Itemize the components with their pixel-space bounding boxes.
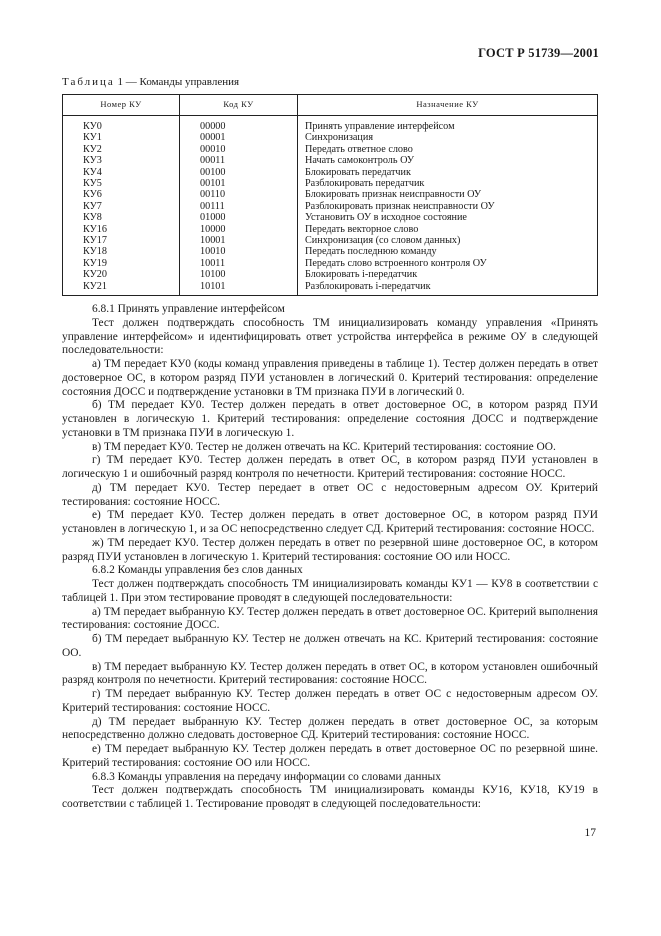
table-row <box>63 246 598 257</box>
command-code: 10101 <box>180 281 298 296</box>
command-code: 10000 <box>180 224 298 235</box>
commands-table <box>62 94 598 296</box>
command-number: КУ2 <box>63 144 180 155</box>
command-code: 00001 <box>180 132 298 143</box>
command-purpose: Передать последнюю команду <box>298 246 598 257</box>
paragraph: в) ТМ передает КУ0. Тестер не должен отвечать на КС. Критерий тестирования: состояние ОО. <box>92 440 556 453</box>
paragraph: б) ТМ передает КУ0. Тестер должен передать в ответ достоверное ОС, в котором разряд ПУИ установлен в логическую 1. Критерий тестирования: определение состояния ДОСС и подтверждение установки в ТМ признака ПУИ в логическую 1. <box>62 399 598 439</box>
paragraph: д) ТМ передает КУ0. Тестер передает в ответ ОС с недостоверным адресом ОУ. Критерий тестирования: состояние НОСС. <box>62 481 598 508</box>
command-code: 00000 <box>180 116 298 133</box>
paragraph: а) ТМ передает выбранную КУ. Тестер должен передать в ответ достоверное ОС. Критерий выполнения тестирования: состояние ДОСС. <box>62 605 598 632</box>
table-row <box>63 269 598 280</box>
command-code: 00010 <box>180 144 298 155</box>
column-header-number: Номер КУ <box>63 95 180 116</box>
command-code: 10001 <box>180 235 298 246</box>
command-number: КУ4 <box>63 167 180 178</box>
command-number: КУ16 <box>63 224 180 235</box>
paragraph: ж) ТМ передает КУ0. Тестер должен передать в ответ по резервной шине достоверное ОС, в котором разряд ПУИ установлен в логическую 1. Критерий тестирования: состояние ОО или НОСС. <box>62 536 598 563</box>
table-row <box>63 258 598 269</box>
command-purpose: Синхронизация (со словом данных) <box>298 235 598 246</box>
command-purpose: Блокировать передатчик <box>298 167 598 178</box>
command-code: 00111 <box>180 201 298 212</box>
command-purpose: Принять управление интерфейсом <box>298 116 598 133</box>
command-code: 01000 <box>180 212 298 223</box>
command-purpose: Передать векторное слово <box>298 224 598 235</box>
table-row <box>63 212 598 223</box>
paragraph: е) ТМ передает КУ0. Тестер должен передать в ответ достоверное ОС, в котором разряд ПУИ установлен в логическую 1, и за ОС непосредственно следует СД. Критерий тестирования: состояние НОСС. <box>62 509 598 535</box>
table-row <box>63 144 598 155</box>
command-code: 10100 <box>180 269 298 280</box>
paragraph: 6.8.1 Принять управление интерфейсом <box>92 303 285 315</box>
command-number: КУ20 <box>63 269 180 280</box>
table-row <box>63 224 598 235</box>
document-header: ГОСТ Р 51739—2001 <box>478 46 599 60</box>
page-number: 17 <box>584 827 596 839</box>
command-number: КУ7 <box>63 201 180 212</box>
paragraph: г) ТМ передает КУ0. Тестер должен передать в ответ ОС, в котором разряд ПУИ установлен в логическую 1 и ошибочный разряд контроля по нечетности. Критерий тестирования: состояние НОСС. <box>62 454 598 480</box>
column-header-purpose: Назначение КУ <box>298 95 598 116</box>
command-purpose: Блокировать i-передатчик <box>298 269 598 280</box>
command-code: 10010 <box>180 246 298 257</box>
table-row <box>63 155 598 166</box>
paragraph: д) ТМ передает выбранную КУ. Тестер должен передать в ответ достоверное ОС, за которым непосредственно должно следовать достоверное СД. Критерий тестирования: состояние НОСС. <box>62 715 598 742</box>
command-code: 00110 <box>180 189 298 200</box>
paragraph: Тест должен подтверждать способность ТМ инициализировать команды КУ16, КУ18, КУ19 в соответствии с таблицей 1. Тестирование проводят в следующей последовательности: <box>62 784 598 810</box>
paragraph: е) ТМ передает выбранную КУ. Тестер должен передать в ответ достоверное ОС по резервной шине. Критерий тестирования: состояние ОО или НОСС. <box>62 743 598 769</box>
table-row <box>63 167 598 178</box>
command-code: 00011 <box>180 155 298 166</box>
table-caption <box>62 76 239 88</box>
command-number: КУ8 <box>63 212 180 223</box>
command-number: КУ21 <box>63 281 180 296</box>
paragraph: Тест должен подтверждать способность ТМ инициализировать команду управления «Принять управление интерфейсом» и идентифицировать ответ устройства интерфейса в режиме ОУ в следующей последовательности: <box>62 316 598 357</box>
command-number: КУ0 <box>63 116 180 133</box>
command-code: 00100 <box>180 167 298 178</box>
command-purpose: Установить ОУ в исходное состояние <box>298 212 598 223</box>
command-number: КУ18 <box>63 246 180 257</box>
table-caption-text: 1 — Команды управления <box>117 76 240 88</box>
command-number: КУ5 <box>63 178 180 189</box>
command-purpose: Разблокировать i-передатчик <box>298 281 598 296</box>
command-purpose: Начать самоконтроль ОУ <box>298 155 598 166</box>
column-header-code: Код КУ <box>180 95 298 116</box>
table-row <box>63 189 598 200</box>
paragraph: в) ТМ передает выбранную КУ. Тестер должен передать в ответ ОС, в котором установлен ошибочный разряд контроля по нечетности. Критерий тестирования: состояние НОСС. <box>62 660 598 687</box>
command-purpose: Синхронизация <box>298 132 598 143</box>
paragraph: 6.8.2 Команды управления без слов данных <box>92 564 303 577</box>
paragraph: г) ТМ передает выбранную КУ. Тестер должен передать в ответ ОС с недостоверным адресом ОУ. Критерий тестирования: состояние НОСС. <box>62 688 598 714</box>
command-number: КУ6 <box>63 189 180 200</box>
command-purpose: Передать слово встроенного контроля ОУ <box>298 258 598 269</box>
table-row <box>63 132 598 143</box>
paragraph: 6.8.3 Команды управления на передачу информации со словами данных <box>92 770 441 783</box>
command-number: КУ3 <box>63 155 180 166</box>
table-row <box>63 116 598 133</box>
command-purpose: Разблокировать признак неисправности ОУ <box>298 201 598 212</box>
command-purpose: Блокировать признак неисправности ОУ <box>298 189 598 200</box>
command-code: 10011 <box>180 258 298 269</box>
command-code: 00101 <box>180 178 298 189</box>
table-body <box>63 116 598 296</box>
table-caption-label: Таблица <box>62 76 115 88</box>
command-number: КУ17 <box>63 235 180 246</box>
command-number: КУ19 <box>63 258 180 269</box>
document-body <box>62 303 598 812</box>
table-row <box>63 235 598 246</box>
table-row <box>63 201 598 212</box>
table-row <box>63 178 598 189</box>
paragraph: б) ТМ передает выбранную КУ. Тестер не должен отвечать на КС. Критерий тестирования: состояние ОО. <box>62 633 598 659</box>
table-row <box>63 281 598 296</box>
command-number: КУ1 <box>63 132 180 143</box>
paragraph: Тест должен подтверждать способность ТМ инициализировать команды КУ1 — КУ8 в соответствии с таблицей 1. При этом тестирование проводят в следующей последовательности: <box>62 578 598 604</box>
command-purpose: Передать ответное слово <box>298 144 598 155</box>
command-purpose: Разблокировать передатчик <box>298 178 598 189</box>
paragraph: а) ТМ передает КУ0 (коды команд управления приведены в таблице 1). Тестер должен передать в ответ достоверное ОС, в котором разряд ПУИ установлен в логический 0. Критерий тестирования: определение состояния ДОСС и подтверждение установки в ТМ признака ПУИ в логический 0. <box>62 358 598 398</box>
